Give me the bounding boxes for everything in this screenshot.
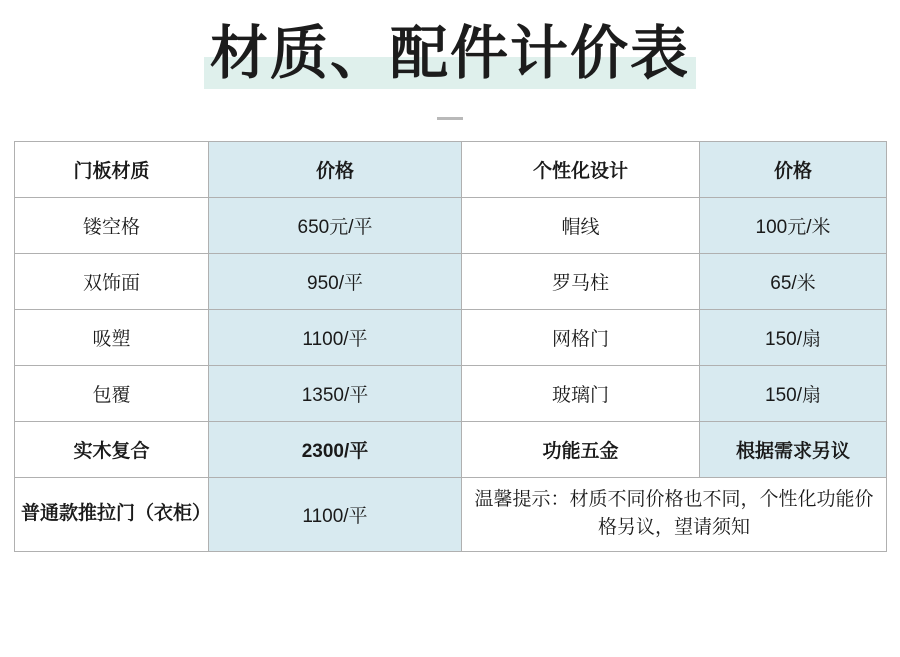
table-row <box>15 309 887 365</box>
cell-design: 功能五金 <box>462 421 700 477</box>
cell-footer-note: 温馨提示：材质不同价格也不同，个性化功能价格另议，望请须知 <box>462 477 887 551</box>
table-row <box>15 365 887 421</box>
cell-material-sliding-door: 普通款推拉门（衣柜） <box>15 477 209 551</box>
table-container <box>0 141 900 552</box>
header-cell-design: 个性化设计 <box>462 141 700 197</box>
header-cell-price-1: 价格 <box>209 141 462 197</box>
table-header-row <box>15 141 887 197</box>
cell-material: 吸塑 <box>15 309 209 365</box>
cell-design: 玻璃门 <box>462 365 700 421</box>
title-container <box>0 0 900 89</box>
cell-material: 包覆 <box>15 365 209 421</box>
cell-design: 帽线 <box>462 197 700 253</box>
cell-price-1: 1350/平 <box>209 365 462 421</box>
cell-price-2: 100元/米 <box>700 197 887 253</box>
divider-container <box>0 107 900 125</box>
title-divider <box>437 117 463 120</box>
cell-material: 镂空格 <box>15 197 209 253</box>
cell-material: 双饰面 <box>15 253 209 309</box>
cell-material: 实木复合 <box>15 421 209 477</box>
cell-price-1: 2300/平 <box>209 421 462 477</box>
cell-design: 网格门 <box>462 309 700 365</box>
header-cell-price-2: 价格 <box>700 141 887 197</box>
cell-price-2: 150/扇 <box>700 365 887 421</box>
cell-price-1: 650元/平 <box>209 197 462 253</box>
cell-price-1: 950/平 <box>209 253 462 309</box>
table-row <box>15 253 887 309</box>
page-title: 材质、配件计价表 <box>204 22 696 89</box>
table-row <box>15 421 887 477</box>
table-row <box>15 197 887 253</box>
cell-design: 罗马柱 <box>462 253 700 309</box>
cell-price-2: 65/米 <box>700 253 887 309</box>
cell-price-sliding-door: 1100/平 <box>209 477 462 551</box>
cell-price-2: 150/扇 <box>700 309 887 365</box>
price-table <box>14 141 887 552</box>
cell-price-1: 1100/平 <box>209 309 462 365</box>
header-cell-material: 门板材质 <box>15 141 209 197</box>
table-row-note <box>15 477 887 551</box>
cell-price-2: 根据需求另议 <box>700 421 887 477</box>
